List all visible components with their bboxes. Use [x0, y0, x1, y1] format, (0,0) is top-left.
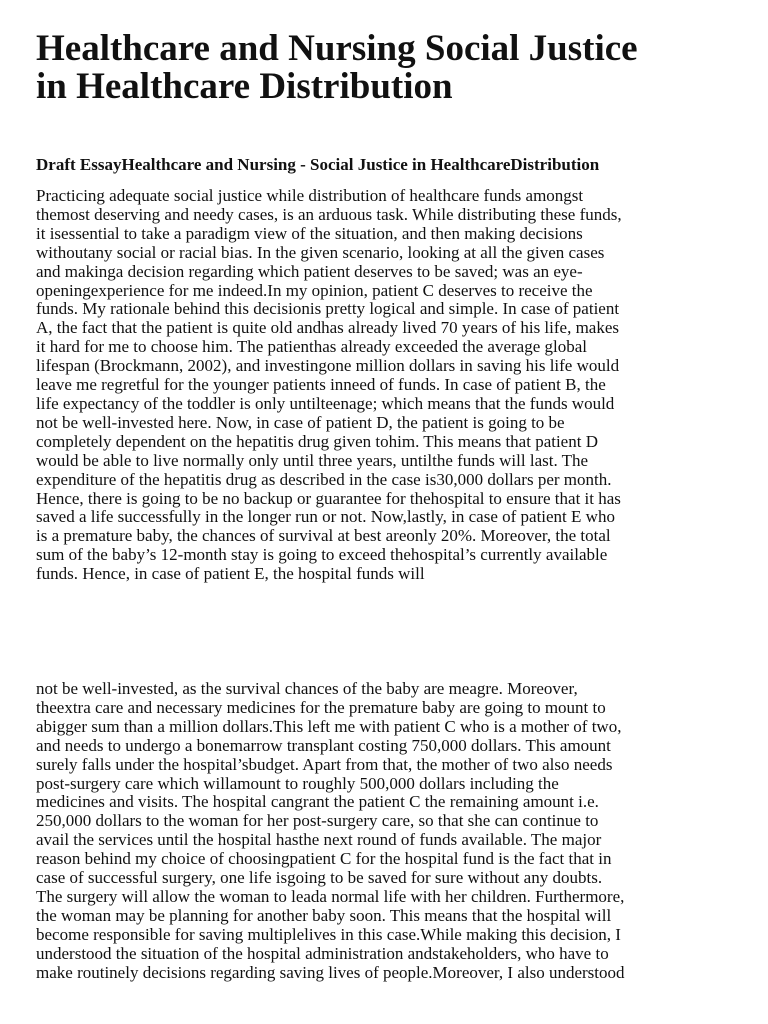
text-line: leave me regretful for the younger patients inneed of funds. In case of patient B, the — [36, 375, 606, 395]
text-line: Practicing adequate social justice while distribution of healthcare funds amongst — [36, 186, 584, 205]
text-line: lifespan (Brockmann, 2002), and investingone million dollars in saving his life would — [36, 356, 620, 376]
paragraph-1 — [36, 187, 736, 584]
text-line: The surgery will allow the woman to leada normal life with her children. Furthermore, — [36, 886, 625, 906]
text-line: surely falls under the hospital’sbudget. Apart from that, the mother of two also needs — [36, 754, 613, 774]
text-line: it isessential to take a paradigm view of the situation, and then making decisions — [36, 223, 583, 243]
text-line: saved a life successfully in the longer run or not. Now,lastly, in case of patient E who — [36, 507, 615, 527]
text-line: is a premature baby, the chances of survival at best areonly 20%. Moreover, the total — [36, 526, 611, 546]
text-line: the woman may be planning for another baby soon. This means that the hospital will — [36, 905, 612, 925]
text-line: and needs to undergo a bonemarrow transplant costing 750,000 dollars. This amount — [36, 735, 611, 755]
text-line: it hard for me to choose him. The patienthas already exceeded the average global — [36, 337, 588, 357]
text-line: not be well-invested here. Now, in case of patient D, the patient is going to be — [36, 412, 565, 432]
text-line: openingexperience for me indeed.In my opinion, patient C deserves to receive the — [36, 280, 593, 300]
text-line: withoutany social or racial bias. In the given scenario, looking at all the given cases — [36, 242, 605, 262]
document-body — [36, 28, 736, 982]
paragraph-2 — [36, 680, 736, 983]
text-line: would be able to live normally only until three years, untilthe funds will last. The — [36, 450, 589, 470]
text-line: completely dependent on the hepatitis drug given tohim. This means that patient D — [36, 431, 598, 451]
text-line: post-surgery care which willamount to roughly 500,000 dollars including the — [36, 773, 559, 793]
document-subtitle: Draft EssayHealthcare and Nursing - Social Justice in HealthcareDistribution — [36, 155, 600, 174]
text-line: become responsible for saving multiplelives in this case.While making this decision, I — [36, 924, 621, 944]
text-line: expenditure of the hepatitis drug as described in the case is30,000 dollars per month. — [36, 469, 612, 489]
text-line: themost deserving and needy cases, is an arduous task. While distributing these funds, — [36, 204, 622, 224]
text-line: make routinely decisions regarding saving lives of people.Moreover, I also understood — [36, 962, 625, 982]
text-line: avail the services until the hospital hasthe next round of funds available. The major — [36, 830, 602, 850]
text-line: Hence, there is going to be no backup or guarantee for thehospital to ensure that it has — [36, 488, 621, 508]
text-line: life expectancy of the toddler is only untilteenage; which means that the funds would — [36, 393, 615, 413]
title-line-2: in Healthcare Distribution — [36, 66, 453, 107]
text-line: theextra care and necessary medicines for the premature baby are going to mount to — [36, 697, 606, 717]
text-line: not be well-invested, as the survival chances of the baby are meagre. Moreover, — [36, 679, 578, 698]
text-line: reason behind my choice of choosingpatient C for the hospital fund is the fact that in — [36, 849, 612, 869]
text-line: abigger sum than a million dollars.This left me with patient C who is a mother of two, — [36, 716, 622, 736]
text-line: 250,000 dollars to the woman for her post-surgery care, so that she can continue to — [36, 811, 599, 831]
text-line: funds. My rationale behind this decisionis pretty logical and simple. In case of patient — [36, 299, 620, 319]
text-line: medicines and visits. The hospital cangrant the patient C the remaining amount i.e. — [36, 792, 599, 812]
text-line: funds. Hence, in case of patient E, the hospital funds will — [36, 564, 425, 584]
text-line: and makinga decision regarding which patient deserves to be saved; was an eye- — [36, 261, 583, 281]
text-line: A, the fact that the patient is quite old andhas already lived 70 years of his life, makes — [36, 318, 620, 338]
text-line: case of successful surgery, one life isgoing to be saved for sure without any doubts. — [36, 868, 603, 888]
text-line: sum of the baby’s 12-month stay is going to exceed thehospital’s currently available — [36, 545, 608, 565]
title-line-1: Healthcare and Nursing Social Justice — [36, 28, 638, 69]
document-title — [36, 30, 736, 106]
text-line: understood the situation of the hospital administration andstakeholders, who have to — [36, 943, 609, 963]
